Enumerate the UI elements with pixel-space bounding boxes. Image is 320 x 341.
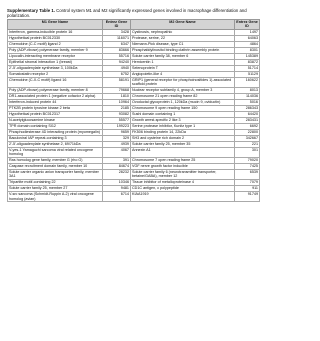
m1-gene-name-cell: V-src sarcoma (Schmidt-Ruppin A-2) viral oncogene homolog (avian) bbox=[8, 192, 103, 202]
m1-gene-name-cell: Solute carrier family 25, member 27 bbox=[8, 186, 103, 192]
m1-gene-name-cell: 2'-5'-oligoadenylate synthetase 2, 69/71kDa bbox=[8, 141, 103, 147]
m2-entrez-id-cell: 5016 bbox=[235, 99, 260, 105]
m2-gene-name-cell: FK506 binding protein 14, 22kDa bbox=[131, 129, 235, 135]
m2-gene-name-cell: CD1C antigen, c polypeptide bbox=[131, 186, 235, 192]
table-row bbox=[8, 147, 260, 157]
m2-entrez-id-cell: 6692 bbox=[235, 123, 260, 129]
column-header-m1-entrez-id: Entrez Gene ID bbox=[103, 20, 131, 30]
m1-gene-name-cell: Poly (ADP-ribose) polymerase family, member 9 bbox=[8, 47, 103, 53]
m2-gene-name-cell: Chromosome 21 open reading frame 82 bbox=[131, 93, 235, 99]
column-header-m2-entrez-id: Entrez Gene ID bbox=[236, 20, 258, 29]
m1-entrez-id-cell: 329 bbox=[103, 135, 131, 141]
m2-gene-name-cell: Annexin A1 bbox=[131, 147, 235, 157]
m2-gene-name-cell: Angiopoietin-like 4 bbox=[131, 71, 235, 77]
m1-entrez-id-cell: 2185 bbox=[103, 105, 131, 111]
m1-gene-name-cell: PTK2B protein tyrosine kinase 2 beta bbox=[8, 105, 103, 111]
m1-gene-name-cell: Caspase recruitment domain family, member 10 bbox=[8, 163, 103, 169]
m2-gene-name-cell: Serine protease inhibitor, Kunitz type 1 bbox=[131, 123, 235, 129]
m1-gene-name-cell: Baculoviral IAP repeat-containing 3 bbox=[8, 135, 103, 141]
m2-entrez-id-cell: 911 bbox=[235, 186, 260, 192]
table-row bbox=[8, 77, 260, 87]
table-row bbox=[8, 169, 260, 179]
column-header-m1-gene-name: M1 Gene Name bbox=[8, 20, 103, 30]
m1-gene-name-cell: N-acetylglucosamine kinase bbox=[8, 117, 103, 123]
m1-entrez-id-cell: 55716 bbox=[103, 53, 131, 59]
m1-gene-name-cell: Somatostatin receptor 2 bbox=[8, 71, 103, 77]
m2-entrez-id-cell: 8301 bbox=[235, 47, 260, 53]
m1-entrez-id-cell: 93082 bbox=[103, 111, 131, 117]
m2-entrez-id-cell: 22800 bbox=[235, 129, 260, 135]
m2-gene-name-cell: KIAA1919 bbox=[131, 192, 235, 202]
m2-gene-name-cell: Nuclear receptor subfamily 4, group A, member 3 bbox=[131, 87, 235, 93]
table-body bbox=[8, 29, 260, 201]
m2-entrez-id-cell: 114036 bbox=[235, 93, 260, 99]
m1-gene-name-cell: DR1-associated protein 1 (negative cofactor 2 alpha) bbox=[8, 93, 103, 99]
m2-gene-name-cell: Solute carrier family 6 (neurotransmitter transporter, betaine/GABA), member 12 bbox=[131, 169, 235, 179]
m1-gene-name-cell: Poly (ADP-ribose) polymerase family, member 8 bbox=[8, 87, 103, 93]
m1-gene-name-cell: Hypothetical protein BC012330 bbox=[8, 35, 103, 41]
m2-entrez-id-cell: 221 bbox=[235, 141, 260, 147]
m1-entrez-id-cell: 4067 bbox=[103, 147, 131, 157]
m2-gene-name-cell: Chromosome 7 open reading frame 25 bbox=[131, 157, 235, 163]
m2-entrez-id-cell: 301 bbox=[235, 147, 260, 157]
m2-entrez-id-cell: 145389 bbox=[235, 53, 260, 59]
m1-entrez-id-cell: 4939 bbox=[103, 141, 131, 147]
m1-gene-name-cell: 2'-5'-oligoadenylate synthetase 3, 100kDa bbox=[8, 65, 103, 71]
m1-entrez-id-cell: 3428 bbox=[103, 29, 131, 35]
m2-gene-name-cell: VGF nerve growth factor inducible bbox=[131, 163, 235, 169]
m2-gene-name-cell: Sushi domain containing 1 bbox=[131, 111, 235, 117]
m2-gene-name-cell: Solute carrier family 38, member 6 bbox=[131, 53, 235, 59]
table-header-row bbox=[8, 20, 260, 30]
m2-entrez-id-cell: 91749 bbox=[235, 192, 260, 202]
m2-entrez-id-cell: 160622 bbox=[235, 77, 260, 87]
m1-gene-name-cell: Interferon-induced protein 44 bbox=[8, 99, 103, 105]
m2-entrez-id-cell: 8013 bbox=[235, 87, 260, 93]
caption-label: Supplementary Table 1. bbox=[7, 8, 55, 13]
document-page bbox=[7, 8, 259, 202]
m1-entrez-id-cell: 391 bbox=[103, 157, 131, 163]
m2-gene-name-cell: Phosphatidylinositol binding clathrin assembly protein bbox=[131, 47, 235, 53]
table-row bbox=[8, 192, 260, 202]
caption-text: Control system M1 and M2 significantly expressed genes involved in macrophage differentiation and polarization. bbox=[7, 8, 247, 18]
m2-entrez-id-cell: 342667 bbox=[235, 135, 260, 141]
m2-entrez-id-cell: 283431 bbox=[235, 117, 260, 123]
gene-table bbox=[7, 19, 260, 202]
m2-entrez-id-cell: 51129 bbox=[235, 71, 260, 77]
m1-entrez-id-cell: 9481 bbox=[103, 186, 131, 192]
m2-gene-name-cell: GRIP1 (general receptor for phosphoinositides 1)-associated scaffold protein bbox=[131, 77, 235, 87]
m2-gene-name-cell: Tissue inhibitor of metalloproteinase 4 bbox=[131, 180, 235, 186]
m1-entrez-id-cell: 55577 bbox=[103, 117, 131, 123]
m2-gene-name-cell: Cystinosis, nephropathic bbox=[131, 29, 235, 35]
m1-gene-name-cell: Epithelial stromal interaction 1 (breast) bbox=[8, 59, 103, 65]
m2-gene-name-cell: Niemann-Pick disease, type C1 bbox=[131, 41, 235, 47]
m1-gene-name-cell: Ras homolog gene family, member G (rho G) bbox=[8, 157, 103, 163]
m1-entrez-id-cell: 116071 bbox=[103, 35, 131, 41]
m1-gene-name-cell: Solute carrier organic anion transporter family, member 3A1 bbox=[8, 169, 103, 179]
m1-gene-name-cell: Interferon, gamma-inducible protein 16 bbox=[8, 29, 103, 35]
m1-entrez-id-cell: 84674 bbox=[103, 163, 131, 169]
table-caption bbox=[7, 8, 259, 18]
m2-gene-name-cell: Hemicentin 1 bbox=[131, 59, 235, 65]
m1-gene-name-cell: V-yes-1 Yamaguchi sarcoma viral related oncogene homolog bbox=[8, 147, 103, 157]
m2-entrez-id-cell: 286343 bbox=[235, 105, 260, 111]
m2-entrez-id-cell: 79020 bbox=[235, 157, 260, 163]
m1-entrez-id-cell: 28232 bbox=[103, 169, 131, 179]
m2-gene-name-cell: Solute carrier family 25, member 35 bbox=[131, 141, 235, 147]
m1-entrez-id-cell: 83666 bbox=[103, 47, 131, 53]
m1-entrez-id-cell: 94240 bbox=[103, 59, 131, 65]
m1-entrez-id-cell: 79668 bbox=[103, 87, 131, 93]
m1-entrez-id-cell: 4940 bbox=[103, 65, 131, 71]
m2-gene-name-cell: SH3 and cysteine rich domain 2 bbox=[131, 135, 235, 141]
m2-entrez-id-cell: 6539 bbox=[235, 169, 260, 179]
m2-gene-name-cell: Selenoprotein T bbox=[131, 65, 235, 71]
m2-entrez-id-cell: 1497 bbox=[235, 29, 260, 35]
m2-entrez-id-cell: 64063 bbox=[235, 35, 260, 41]
m2-entrez-id-cell: 51714 bbox=[235, 65, 260, 71]
m1-entrez-id-cell: 10964 bbox=[103, 99, 131, 105]
m1-gene-name-cell: Tripartite motif-containing 22 bbox=[8, 180, 103, 186]
m1-gene-name-cell: Hypothetical protein BC012317 bbox=[8, 111, 103, 117]
m1-entrez-id-cell: 9659 bbox=[103, 129, 131, 135]
m1-entrez-id-cell: 58191 bbox=[103, 77, 131, 87]
m2-entrez-id-cell: 7425 bbox=[235, 163, 260, 169]
m2-gene-name-cell: Protease, serine, 22 bbox=[131, 35, 235, 41]
m1-entrez-id-cell: 6347 bbox=[103, 41, 131, 47]
m1-entrez-id-cell: 199223 bbox=[103, 123, 131, 129]
m1-gene-name-cell: Chemokine (C-X-C motif) ligand 16 bbox=[8, 77, 103, 87]
m1-gene-name-cell: Lipocalin-interacting membrane receptor bbox=[8, 53, 103, 59]
column-header-m2-gene-name: M2 Gene Name bbox=[131, 20, 235, 30]
m1-entrez-id-cell: 6752 bbox=[103, 71, 131, 77]
m2-gene-name-cell: Ovoductal glycoprotein 1, 120kDa (mucin 9, oviductin) bbox=[131, 99, 235, 105]
m2-gene-name-cell: Growth arrest-specific 2 like 3 bbox=[131, 117, 235, 123]
m1-entrez-id-cell: 10346 bbox=[103, 180, 131, 186]
m2-entrez-id-cell: 83872 bbox=[235, 59, 260, 65]
m1-entrez-id-cell: 6714 bbox=[103, 192, 131, 202]
m1-gene-name-cell: TPR domain containing SI12 bbox=[8, 123, 103, 129]
m2-entrez-id-cell: 7079 bbox=[235, 180, 260, 186]
m2-entrez-id-cell: 4864 bbox=[235, 41, 260, 47]
m2-entrez-id-cell: 64420 bbox=[235, 111, 260, 117]
m1-gene-name-cell: Phosphodiesterase 4D interacting protein (myomegalin) bbox=[8, 129, 103, 135]
m1-entrez-id-cell: 1810 bbox=[103, 93, 131, 99]
m2-gene-name-cell: Chromosome 9 open reading frame 150 bbox=[131, 105, 235, 111]
m1-gene-name-cell: Chemokine (C-C motif) ligand 2 bbox=[8, 41, 103, 47]
